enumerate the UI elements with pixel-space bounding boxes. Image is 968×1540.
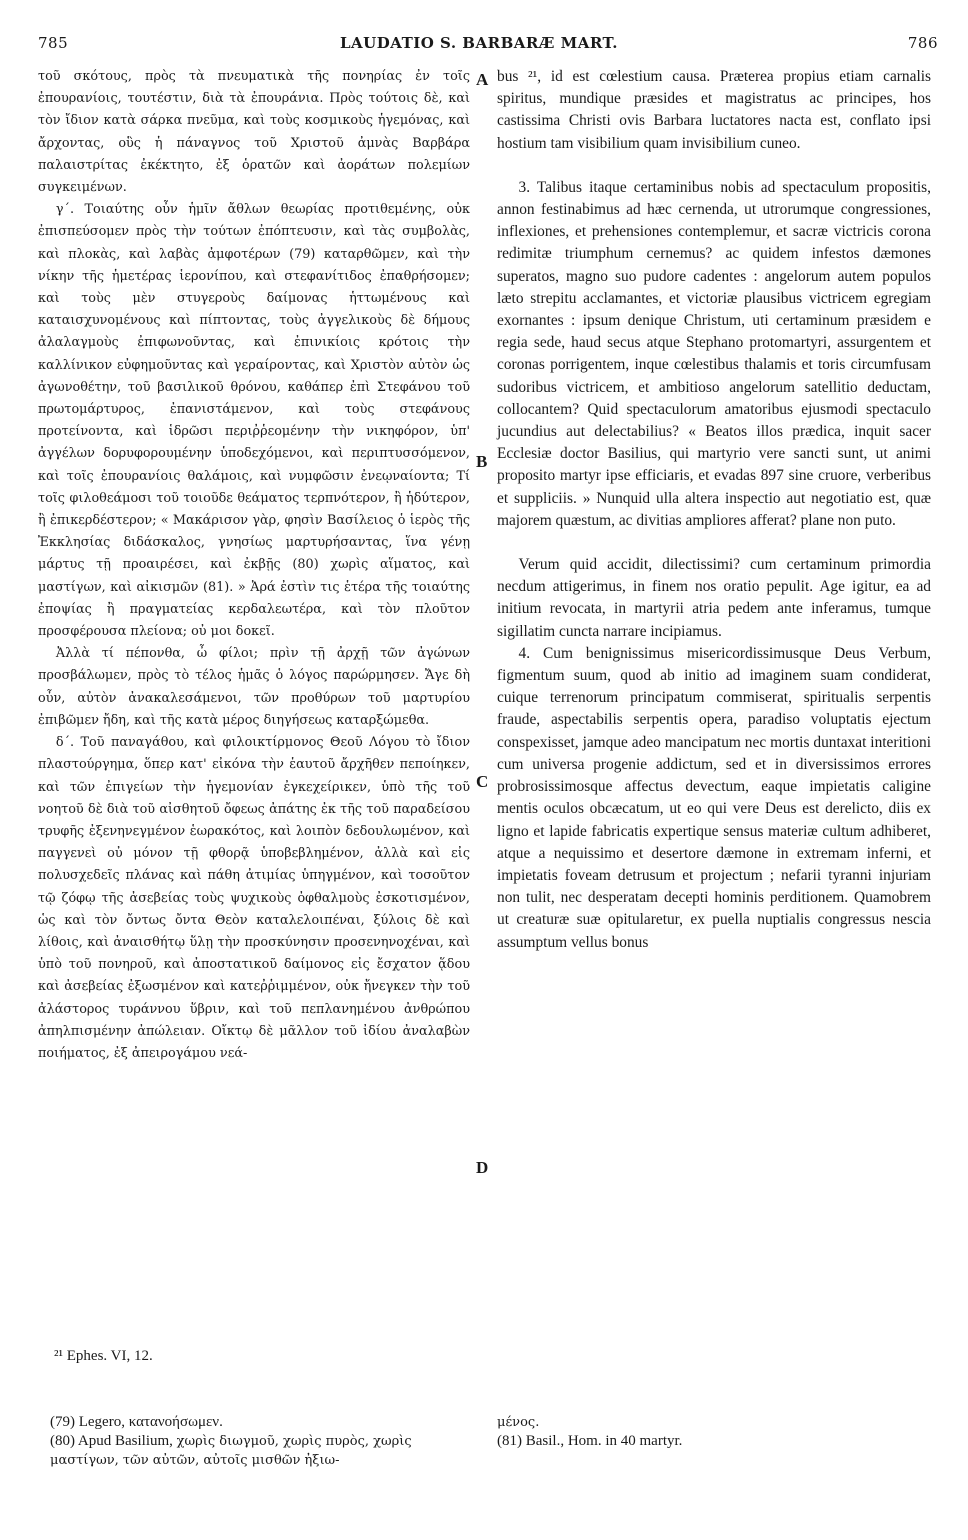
paragraph-gap xyxy=(497,532,931,554)
latin-paragraph-3: Verum quid accidit, dilectissimi? cum certaminum primordia necdum attigerimus, in finem nos oratio pepulit. Age igitur, ea ad initium revocata, in martyrii atria pedem ante inferamus, tumque sigillatim cuncta narrare incipiamus. xyxy=(497,556,931,640)
footnote-ephes: ²¹ Ephes. VI, 12. xyxy=(54,1348,153,1364)
footnote-80-continuation: μένος. xyxy=(497,1415,540,1430)
latin-paragraph-4: 4. Cum benignissimus misericordissimusque Deus Verbum, figmentum suum, quod ab initio ad imaginem suam condiderat, cuique terrenorum principatum commiserat, spiritualis serpentis fraude, aspectabilis serpentis opera, paradiso voluptatis ejectum conspexisset, jamque adeo mancipatum nec mortis duntaxat interitioni cum universa progenie addictum, sed et in diversissimos errores probrosissimosque affectus devectum, eaque impietatis caligine mentis oculos obcæcatum, ut eo qui vere Deus est derelicto, diis ex ligno et lapide fabricatis expertique sensus materiæ cultum adhiberet, atque a nequissimo et desertore dæmone in extremam inferni, et impietatis foveam detrusum et projectum ; nefarii tyranni injuriam non tulit, nec desperatam decepti hominis perditionem. Quamobrem ut creaturæ suæ opitularetur, ex puella nuptialis congressus nescia assumptum vellus bonus xyxy=(497,644,931,951)
margin-letter-a: A xyxy=(476,70,489,89)
paragraph-gap xyxy=(497,155,931,177)
footnotes-right xyxy=(497,1413,927,1451)
greek-paragraph-2: γ΄. Τοιαύτης οὖν ἡμῖν ἄθλων θεωρίας προτιθεμένης, οὐκ ἐπισπεύσομεν πρὸς τὴν τούτων ἐπόπτευσιν, καὶ τὰς συμβολὰς, καὶ πλοκὰς, καὶ λαβὰς ἀμφοτέρων (79) καταρθῶμεν, καὶ τὴν νίκην τῆς ἡμετέρας ἱερονίπου, καὶ στεφανίτιδος ἐπαθρήσομεν; καὶ τοὺς μὲν στυγεροὺς δαίμονας ἡττωμένους καὶ καταισχυνομένους καὶ πίπτοντας, τοὺς ἀγγελικοὺς δὲ δήμους ἀλαλαγμοὺς ἐπιφωνοῦντας, καὶ ἐπινικίοις κρότοις τὴν καλλίνικον εὐφημοῦντας καὶ γεραίροντας, καὶ Χριστὸν αὐτὸν ὡς ἀγωνοθέτην, τοῦ βασιλικοῦ θρόνου, καθάπερ ἐπὶ Στεφάνου τοῦ πρωτομάρτυρος, ἐπανιστάμενον, καὶ τοὺς στεφάνους προτείνοντα, καὶ ἱδρῶσι περιῤῥεομένην τὴν νικηφόρον, ὑπ' ἀγγέλων δορυφορουμένην ὑποδεχόμενοι, καὶ περιπτυσσόμενον, καὶ τοῖς ἐπουρανίοις θαλάμοις, καὶ νυμφῶσιν ἐνεῳναίοντα; Τί τοῖς φιλοθεάμοσι τοῦ τοιοῦδε θεάματος τερπνότερον, ἢ ἡδύτερον, ἢ ἐπικερδέστερον; « Μακάρισον γὰρ, φησὶν Βασίλειος ὁ ἱερὸς τῆς Ἐκκλησίας διδάσκαλος, γνησίως μαρτυρήσαντας, ἵνα γένῃ μάρτυς τῇ προαιρέσει, καὶ ἐκβῇς (80) χωρὶς αἵματος, καὶ μαστίγων, καὶ αἰκισμῶν (81). » Ἀρά ἐστὶν τις ἑτέρα τῆς τοιαύτης ἐποψίας ἢ πραγματείας κερδαλεωτέρα, καὶ τὸν πλοῦτον προσφέρουσα πλείονα; οὐ μοι δοκεῖ. xyxy=(38,202,470,640)
footnote-79: (79) Legero, κατανοήσωμεν. xyxy=(50,1414,223,1430)
greek-paragraph-4: δ΄. Τοῦ παναγάθου, καὶ φιλοικτίρμονος Θεοῦ Λόγου τὸ ἴδιον πλαστούργημα, ὅπερ κατ' εἰκόνα τὴν ἑαυτοῦ ἄρχῆθεν πεποίηκεν, καὶ τῶν ἐπιγείων τὴν ἡγεμονίαν ἐγκεχείρικεν, ὑπὸ τῆς τοῦ νοητοῦ δὲ διὰ τοῦ αἰσθητοῦ ὄφεως ἀπάτης ἐκ τῆς τοῦ παραδείσου τρυφῆς ἐξενηνεγμένον ἑωρακότος, καὶ λοιπὸν δεδουλωμένον, καὶ παγγενεὶ οὐ μόνον τῇ φθορᾷ ὑποβεβλημένον, ἀλλὰ καὶ εἰς πολυσχεδεῖς πλάνας καὶ πάθη ἀτιμίας ὑπηγμένον, καὶ τοσοῦτον τῷ ζόφῳ τῆς ἀσεβείας τοὺς ψυχικοὺς ὀφθαλμοὺς ἐσκοτισμένον, ὡς καὶ τὸν ὄντως ὄντα Θεὸν καταλελοιπέναι, ξύλοις δὲ καὶ λίθοις, καὶ ἀναισθήτῳ ὕλῃ τὴν προσκύνησιν προσενηνοχέναι, καὶ ὑπὸ τοῦ πονηροῦ, καὶ ἀποστατικοῦ δαίμονος εἰς ἔσχατον ᾅδου καὶ ἀσεβείας ἐξωσμένον καὶ κατεῤῥιμμένον, οὐκ ἤνεγκεν τὴν τοῦ ἀλάστορος τυράννου ὕβριν, καὶ τοῦ πεπλανημένου ἀνθρώπου ἀπηλπισμένην ἀπώλειαν. Οἴκτῳ δὲ μᾶλλον τοῦ ἰδίου ἀναλαβὼν ποιήματος, ἐξ ἀπειρογάμου νεά- xyxy=(38,735,470,1061)
latin-column xyxy=(497,66,931,954)
footnotes-left xyxy=(50,1413,470,1470)
footnote-80-greek: χωρὶς διωγμοῦ, χωρὶς πυρὸς, χωρὶς μαστίγων, τῶν αὐτῶν, αὐτοῖς μισθῶν ἠξιω- xyxy=(50,1434,412,1468)
latin-paragraph-2: 3. Talibus itaque certaminibus nobis ad spectaculum propositis, annon festinabimus ad hæc cernenda, ut utrorumque congressiones, inflexiones, et prehensiones contemplemur, et sacræ victricis corona redimitæ triumphum cernemus? ac quidem infestos dæmones superatos, magno suo pudore cadentes : angelorum autem populos læto strepitu acclamantes, et victoriæ plausibus victricem egregiam exornantes : ipsum denique Christum, uti certaminum præsidem e regia sede, haud secus atque Stephano protomartyri, assurgentem et coronas porrigentem, inque cœlestibus thalamis et toris circumfusam sudoribus victricem, et ambitioso angelorum satellitio deductam, collocantem? Quid spectaculorum amatoribus ejusmodi spectaculo jucundius aut delectabilius? « Beatos illos prædica, inquit sacer Ecclesiæ doctor Basilius, qui martyrio vere sancti sunt, ut animi proposito martyr ipse efficiaris, et evadas 897 sine cruore, verberibus et suppliciis. » Nunquid ulla altera inspectio aut negotiatio est, quæ majorem quæstum, ac divitias ampliores afferat? plane non puto. xyxy=(497,178,931,529)
greek-column xyxy=(38,66,470,1065)
greek-paragraph-3: Ἀλλὰ τί πέπονθα, ὦ φίλοι; πρὶν τῇ ἀρχῇ τῶν ἀγώνων προσβάλωμεν, πρὸς τὸ τέλος ἡμᾶς ὁ λόγος παρώρμησεν. Ἄγε δὴ οὖν, αὐτὸν ἀνακαλεσάμενοι, τῶν προθύρων τοῦ μαρτυρίου ἐπιβῶμεν ἤδη, καὶ τῆς κατὰ μέρος διηγήσεως καταρξώμεθα. xyxy=(38,646,470,728)
margin-letter-d: D xyxy=(476,1158,489,1177)
margin-letter-b: B xyxy=(476,452,488,471)
footnote-81: (81) Basil., Hom. in 40 martyr. xyxy=(497,1433,683,1449)
greek-paragraph-1: τοῦ σκότους, πρὸς τὰ πνευματικὰ τῆς πονηρίας ἐν τοῖς ἐπουρανίοις, τουτέστιν, διὰ τὰ ἐπουράνια. Πρὸς τούτοις δὲ, καὶ τὸν ἴδιον κατὰ σάρκα πνεῦμα, καὶ τοὺς κοσμικοὺς ἡγεμόνας, καὶ ἄρχοντας, οὓς ἡ πάναγνος τοῦ Χριστοῦ ἀμνὰς Βαρβάρα παλαιστρίτας ἐκέκτητο, ἐξ ὁρατῶν καὶ ἀοράτων πολεμίων συγκειμένων. xyxy=(38,69,470,196)
margin-letter-c: C xyxy=(476,772,489,791)
footnote-80 xyxy=(50,1432,470,1470)
running-title: LAUDATIO S. BARBARÆ MART. xyxy=(340,34,618,52)
right-page-number: 786 xyxy=(907,34,938,52)
footnote-80-latin: (80) Apud Basilium, xyxy=(50,1433,173,1449)
latin-paragraph-1: bus ²¹, id est cœlestium causa. Præterea propius etiam carnalis spiritus, mundique præsides et magistratus ac principes, hos castissima Christi ovis Barbara luctatores nacta est, conflato ipsi hostium tam visibilium quam invisibilium cuneo. xyxy=(497,68,931,152)
left-page-number: 785 xyxy=(38,34,69,52)
